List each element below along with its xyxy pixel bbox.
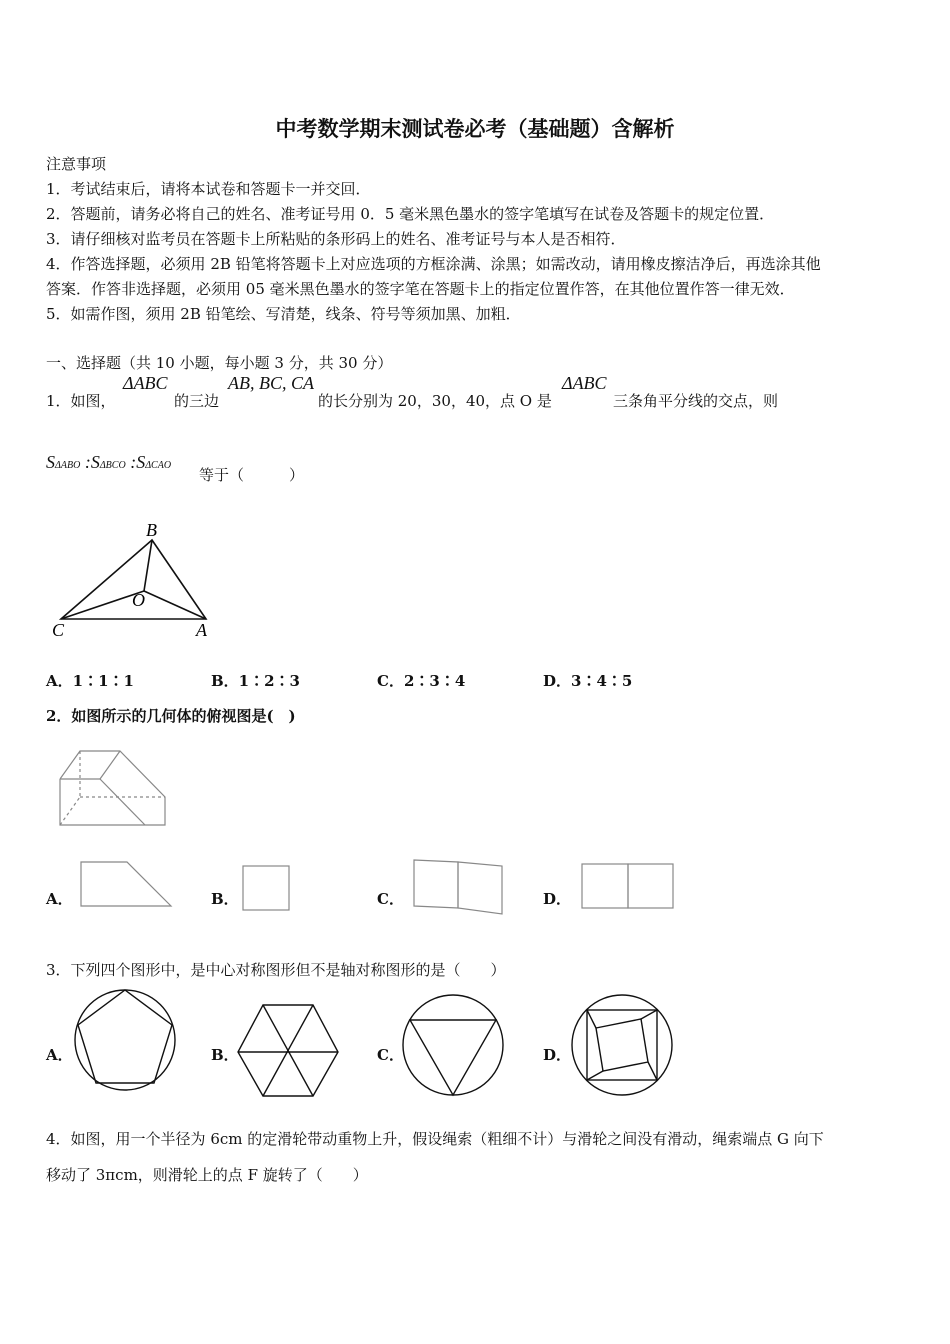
q3-option-c[interactable]: C． [377,1046,404,1064]
q1-math-triangle-2: ΔABC [562,373,607,393]
label-b: B [146,520,157,540]
q1-option-a[interactable]: A．1∶1∶1 [46,672,134,690]
label-c: C [52,620,65,640]
q1-math-sides: AB, BC, CA [228,373,314,393]
q4-line-2: 移动了 3πcm，则滑轮上的点 F 旋转了（ ） [46,1166,368,1184]
q3-option-d[interactable]: D． [543,1046,572,1064]
q1-option-d[interactable]: D．3∶4∶5 [543,672,633,690]
q2-option-b[interactable]: B． [211,890,239,908]
page-title: 中考数学期末测试卷必考（基础题）含解析 [275,117,675,141]
section-heading: 一、选择题（共 10 小题，每小题 3 分，共 30 分） [46,354,393,372]
note-item-1: 1．考试结束后，请将本试卷和答题卡一并交回． [46,180,371,198]
q1-area-ratio: SΔABO :SΔBCO :SΔCAO [46,452,172,472]
q1-text-1: 1．如图， [46,392,116,410]
q1-option-b[interactable]: B．1∶2∶3 [211,672,300,690]
note-item-5: 5．如需作图，须用 2B 铅笔绘、写清楚，线条、符号等须加黑、加粗． [46,305,521,323]
note-item-3: 3．请仔细核对监考员在答题卡上所粘贴的条形码上的姓名、准考证号与本人是否相符． [46,230,626,248]
q1-tail: 等于（ ） [199,466,305,484]
note-item-2: 2．答题前，请务必将自己的姓名、准考证号用 0．5 毫米黑色墨水的签字笔填写在试卷及答题卡的规定位置． [46,205,775,223]
notes-heading: 注意事项 [46,155,107,173]
note-item-4: 4．作答选择题，必须用 2B 铅笔将答题卡上对应选项的方框涂满、涂黑；如需改动，请用橡皮擦洁净后，再选涂其他 [46,255,821,273]
q2-stem: 2．如图所示的几何体的俯视图是( ) [46,707,296,725]
label-a: A [196,620,207,640]
q3-shape-d [572,995,672,1095]
q1-text-3: 的长分别为 20，30，40，点 O 是 [318,392,552,410]
q3-option-a[interactable]: A． [46,1046,73,1064]
label-o: O [132,590,145,610]
q4-line-1: 4．如图，用一个半径为 6cm 的定滑轮带动重物上升，假设绳索（粗细不计）与滑轮之间没有滑动，绳索端点 G 向下 [46,1130,824,1148]
note-item-4-cont: 答案．作答非选择题，必须用 05 毫米黑色墨水的签字笔在答题卡上的指定位置作答，在其他位置作答一律无效． [46,280,795,298]
q3-option-b[interactable]: B． [211,1046,239,1064]
q3-stem: 3．下列四个图形中，是中心对称图形但不是轴对称图形的是（ ） [46,961,506,979]
q3-shape-a [75,990,175,1090]
q2-option-a[interactable]: A． [46,890,73,908]
q3-shape-c [403,995,503,1095]
q2-option-c[interactable]: C． [377,890,404,908]
q1-option-c[interactable]: C．2∶3∶4 [377,672,466,690]
q3-shape-b [238,1005,338,1096]
q2-option-d[interactable]: D． [543,890,572,908]
q1-math-triangle: ΔABC [123,373,168,393]
q1-text-2: 的三边 [174,392,220,410]
q1-text-4: 三条角平分线的交点，则 [613,392,779,410]
